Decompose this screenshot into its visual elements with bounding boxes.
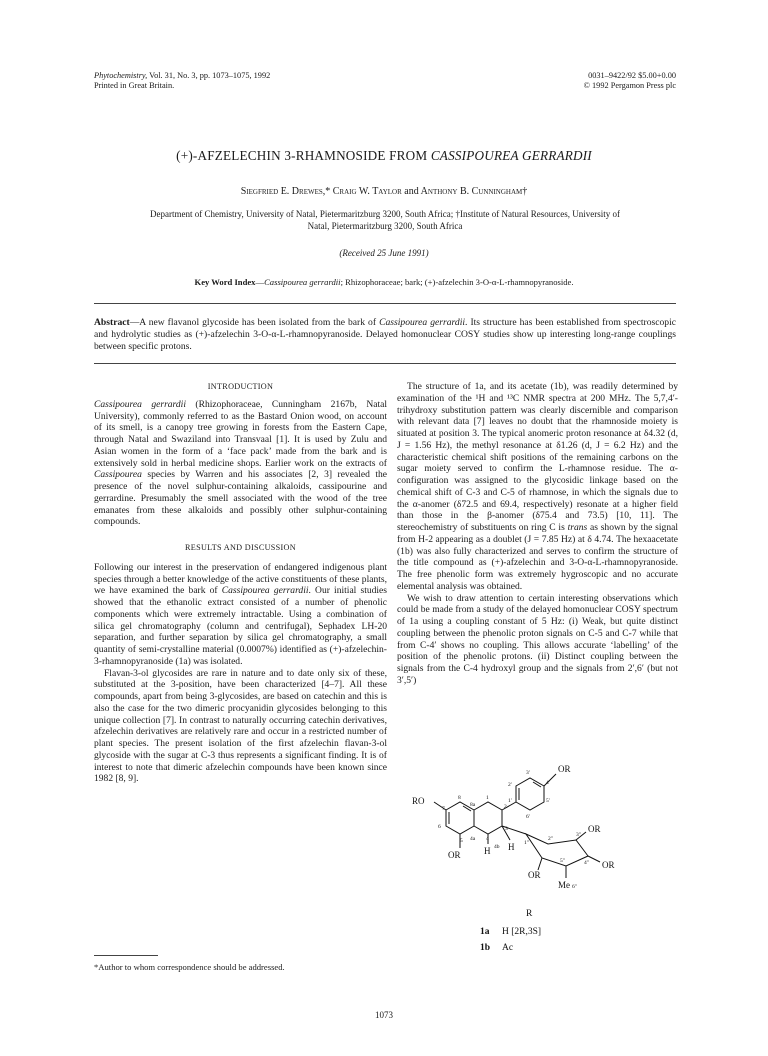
- table-1b-value: Ac: [502, 943, 514, 953]
- page-title: [60, 148, 708, 164]
- substituent-table: [480, 909, 541, 953]
- copyright: © 1992 Pergamon Press plc: [583, 81, 676, 90]
- svg-text:8: 8: [458, 795, 461, 801]
- svg-text:4″: 4″: [584, 860, 590, 866]
- chemical-structure: [408, 744, 688, 964]
- structure-sugar-or-2: OR: [602, 860, 615, 870]
- publisher-info: [584, 71, 676, 91]
- authors: [60, 186, 708, 197]
- left-column: [94, 381, 387, 785]
- svg-text:1′: 1′: [508, 798, 512, 804]
- affiliation-line-1: Department of Chemistry, University of Natal, Pietermaritzburg 3200, South Africa; †Institute of Natural Resources, University of: [150, 209, 620, 219]
- journal-citation: [94, 71, 270, 91]
- right-paragraph-2: We wish to draw attention to certain interesting observations which could be made from a study of the delayed homonuclear COSY spectrum of 1a using a coupling constant of 5 Hz: (i) Weak, but quite distinct coupling between the phenolic proton signals on C-5 and C-7 while that from C-4′ shows no coupling. This allows accurate ‘labelling’ of the position of the phenolic protons. (ii) Distinct coupling between the signals from the C-4 hydroxyl group and the signals from 2′,6′ (but not 3′,5′): [397, 592, 678, 686]
- structure-sugar-or-3: OR: [528, 870, 541, 880]
- svg-text:6′: 6′: [526, 814, 530, 820]
- author-2: Craig W. Taylor: [332, 186, 402, 197]
- structure-labels: [412, 764, 615, 890]
- abstract-top-rule: [94, 303, 676, 304]
- abstract: Abstract—A new flavanol glycoside has been isolated from the bark of Cassipourea gerrardii. Its structure has been established from spectroscopic and hydrolytic studies as (+)-afzelechin 3-O-α-L-rhamnopyranoside. Delayed homonuclear COSY studies show up interesting long-range couplings between specific protons.: [94, 317, 677, 353]
- svg-text:1: 1: [486, 795, 489, 801]
- results-paragraph-1: Following our interest in the preservation of endangered indigenous plant species through a better knowledge of the active constituents of these plants, we have examined the bark of Cassipourea gerrardii. Our initial studies showed that the ethanolic extract consisted of a number of phenolic components which were extremely intractable. Using a combination of silica gel chromatography (column and centrifugal), Sephadex LH-20 separation, and further separation by silica gel chromatography, a small quantity of semi-crystalline material (0.0007%) identified as (+)-afzelechin-3-rhamnopyranoside (1a) was isolated.: [94, 561, 388, 667]
- footnote-rule: [94, 955, 158, 956]
- footnote: *Author to whom correspondence should be addressed.: [94, 962, 285, 972]
- svg-text:5′: 5′: [546, 798, 550, 804]
- right-column: [397, 381, 678, 687]
- structure-h-2: H: [508, 842, 515, 852]
- received-date: (Received 25 June 1991): [339, 248, 429, 258]
- table-r-header: R: [526, 909, 533, 919]
- journal-volume: Vol. 31, No. 3, pp. 1073–1075, 1992: [147, 71, 271, 80]
- keywords-species: Cassipourea gerrardii: [264, 277, 341, 287]
- right-paragraph-1: The structure of 1a, and its acetate (1b), was readily determined by examination of the ¹H and ¹³C NMR spectra at 200 MHz. The 5,7,4′-trihydroxy substitution pattern was clearly discernible and comparison with relevant data [7] leaves no doubt that the rhamnoside moiety is situated at position 3. The typical anomeric proton resonance at δ4.32 (d, J = 1.56 Hz), the methyl resonance at δ1.26 (d, J = 6.2 Hz) and the characteristic chemical shift positions of the remaining carbons on the sugar moiety served to confirm the L-rhamnose residue. The α-configuration was assigned to the glycosidic linkage based on the chemical shift of C-3 and C-5 of rhamnose, in which the signals due to the α-anomer (δ72.5 and 69.4, respectively) resonate at a higher field than those in the β-anomer (δ75.4 and 73.5) [10, 11]. The stereochemistry of substituents on ring C is trans as shown by the signal from H-2 appearing as a doublet (J = 7.85 Hz) at δ 4.74. The hexaacetate (1b) was also fully characterized and serves to confirm the structure of the title compound as (+)-afzelechin and 3-O-α-L-rhamnopyranoside. The free phenolic form was extremely hygroscopic and no accurate elemental analysis was obtained.: [397, 381, 678, 592]
- issn: 0031–9422/92 $5.00+0.00: [588, 71, 676, 80]
- svg-text:3″: 3″: [576, 832, 582, 838]
- svg-text:4b: 4b: [494, 844, 500, 850]
- keywords-rest: ; Rhizophoraceae; bark; (+)-afzelechin 3-O-α-L-rhamnopyranoside.: [340, 277, 574, 287]
- svg-text:8a: 8a: [470, 802, 476, 808]
- svg-text:1″: 1″: [524, 840, 530, 846]
- svg-text:5: 5: [460, 838, 463, 844]
- journal-name: Phytochemistry,: [94, 71, 148, 80]
- page-number: 1073: [375, 1010, 393, 1020]
- svg-text:6″: 6″: [572, 884, 578, 890]
- affiliation-line-2: Natal, Pietermaritzburg 3200, South Africa: [307, 220, 463, 231]
- author-3: Anthony B. Cunningham†: [420, 186, 528, 197]
- intro-paragraph: Cassipourea gerrardii (Rhizophoraceae, Cunningham 2167b, Natal University), commonly referred to as the Bastard Onion wood, on account of its smell, is a canopy tree growing in forests from the Eastern Cape, through Natal and Swaziland into Transvaal [1]. It is used by Zulu and Asian women in the form of a ‘face pack’ made from the bark and is extensively sold in herbal medicine shops. Earlier work on the extracts of Cassipourea species by Warren and his associates [2, 3] revealed the presence of the novel sulphur-containing alkaloids, cassipourine and gerrardine. Presumably the smell associated with the wood of the tree emanates from these alkaloids and possibly other sulphur-containing compounds.: [94, 398, 387, 528]
- structure-h-1: H: [484, 846, 491, 856]
- printed-in: Printed in Great Britain.: [94, 81, 175, 90]
- structure-or-top: OR: [558, 764, 571, 774]
- svg-text:3: 3: [505, 826, 508, 832]
- abstract-label: Abstract: [94, 317, 130, 328]
- svg-text:3′: 3′: [526, 770, 530, 776]
- intro-heading: INTRODUCTION: [207, 382, 274, 391]
- svg-text:2: 2: [504, 804, 507, 810]
- svg-text:6: 6: [438, 824, 441, 830]
- results-heading: RESULTS AND DISCUSSION: [185, 543, 296, 552]
- svg-text:7: 7: [442, 806, 445, 812]
- svg-text:2′: 2′: [508, 782, 512, 788]
- structure-ro-left: RO: [412, 796, 425, 806]
- structure-bonds: [434, 774, 600, 878]
- title-prefix: (+)-AFZELECHIN 3-RHAMNOSIDE FROM: [176, 148, 431, 163]
- keywords: Key Word Index—Cassipourea gerrardii; Rhizophoraceae; bark; (+)-afzelechin 3-O-α-L-rhamnopyranoside.: [194, 277, 574, 287]
- author-and: and: [404, 186, 419, 197]
- svg-text:5″: 5″: [560, 858, 566, 864]
- structure-or-bottom: OR: [448, 850, 461, 860]
- results-paragraph-2: Flavan-3-ol glycosides are rare in nature and to date only six of these, substituted at the 3-position, have been characterized [4–7]. All these compounds, apart from being 3-glycosides, are based on catechin and this is also the case for the two dimeric procyanidin glycosides belonging to this unique collection [7]. In contrast to naturally occurring catechin derivatives, afzelechin derivatives are relatively rare and occur in a restricted number of plant species. The present isolation of the first afzelechin flavan-3-ol glycoside with the sugar at C-3 thus represents a significant finding. It is of interest to note that dimeric afzelechin compounds have been known since 1982 [8, 9].: [94, 667, 387, 785]
- structure-methyl: Me: [558, 880, 570, 890]
- table-1a-value: H [2R,3S]: [502, 927, 542, 937]
- title-species: CASSIPOUREA GERRARDII: [430, 148, 592, 163]
- table-1b-label: 1b: [480, 943, 491, 953]
- svg-text:4′: 4′: [546, 780, 550, 786]
- keywords-label: Key Word Index: [194, 277, 256, 287]
- svg-text:4a: 4a: [470, 836, 476, 842]
- svg-text:4: 4: [486, 836, 489, 842]
- abstract-bottom-rule: [94, 363, 676, 364]
- author-1: Siegfried E. Drewes,*: [240, 186, 331, 197]
- table-1a-label: 1a: [480, 927, 490, 937]
- svg-text:2″: 2″: [548, 836, 554, 842]
- structure-sugar-or-1: OR: [588, 824, 601, 834]
- affiliation: [90, 209, 680, 232]
